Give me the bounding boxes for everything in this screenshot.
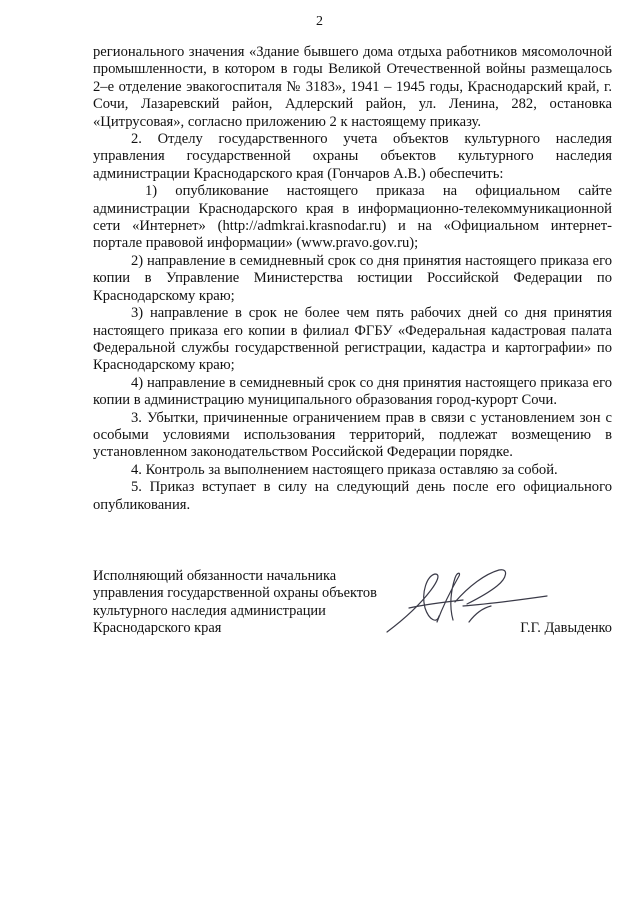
paragraph-item-2: 2. Отделу государственного учета объектов культурного наследия управления государственной охраны объектов культурного наследия администрации Краснодарского края (Гончаров А.В.) обеспечить: <box>93 131 612 182</box>
paragraph-subitem-2: 2) направление в семидневный срок со дня принятия настоящего приказа его копии в Управление Министерства юстиции Российской Федерации по Краснодарскому краю; <box>93 252 612 304</box>
paragraph-subitem-1: 1) опубликование настоящего приказа на официальном сайте администрации Краснодарского края в информационно-телекоммуникационной сети «Интернет» (http://admkrai.krasnodar.ru) и на «Официальном интернет-портале правовой информации» (www.pravo.gov.ru); <box>93 183 612 252</box>
signer-position-line: управления государственной охраны объектов <box>93 585 377 602</box>
paragraph-continuation: регионального значения «Здание бывшего дома отдыха работников мясомолочной промышленности, в котором в годы Великой Отечественной войны размещалось 2–е отделение эвакогоспиталя № 3183», 1941 – 1945 годы, Краснодарский край, г. Сочи, Лазаревский район, Адлерский район, ул. Ленина, 282, остановка «Цитрусовая», согласно приложению 2 к настоящему приказу. <box>93 44 612 130</box>
signer-position-line: Краснодарского края <box>93 620 222 637</box>
paragraph-item-4: 4. Контроль за выполнением настоящего приказа оставляю за собой. <box>131 461 558 478</box>
document-body <box>93 44 612 514</box>
paragraph-item-5: 5. Приказ вступает в силу на следующий день после его официального опубликования. <box>93 479 612 513</box>
signer-position-line: Исполняющий обязанности начальника <box>93 568 337 584</box>
paragraph-subitem-3: 3) направление в срок не более чем пять рабочих дней со дня принятия настоящего приказа его копии в филиал ФГБУ «Федеральная кадастровая палата Федеральной службы государственной регистрации, кадастра и картографии» по Краснодарскому краю; <box>93 305 612 374</box>
paragraph-subitem-4: 4) направление в семидневный срок со дня принятия настоящего приказа его копии в администрацию муниципального образования город-курорт Сочи. <box>93 374 612 409</box>
handwritten-signature <box>379 562 579 642</box>
signature-block <box>93 568 612 638</box>
signer-name: Г.Г. Давыденко <box>520 620 612 637</box>
signer-position <box>93 568 413 638</box>
signer-position-line: культурного наследия администрации <box>93 602 326 619</box>
paragraph-item-3: 3. Убытки, причиненные ограничением прав в связи с установлением зон с особыми условиями использования территорий, подлежат возмещению в установленном законодательством Российской Федерации порядке. <box>93 409 612 461</box>
page-number: 2 <box>316 14 323 29</box>
